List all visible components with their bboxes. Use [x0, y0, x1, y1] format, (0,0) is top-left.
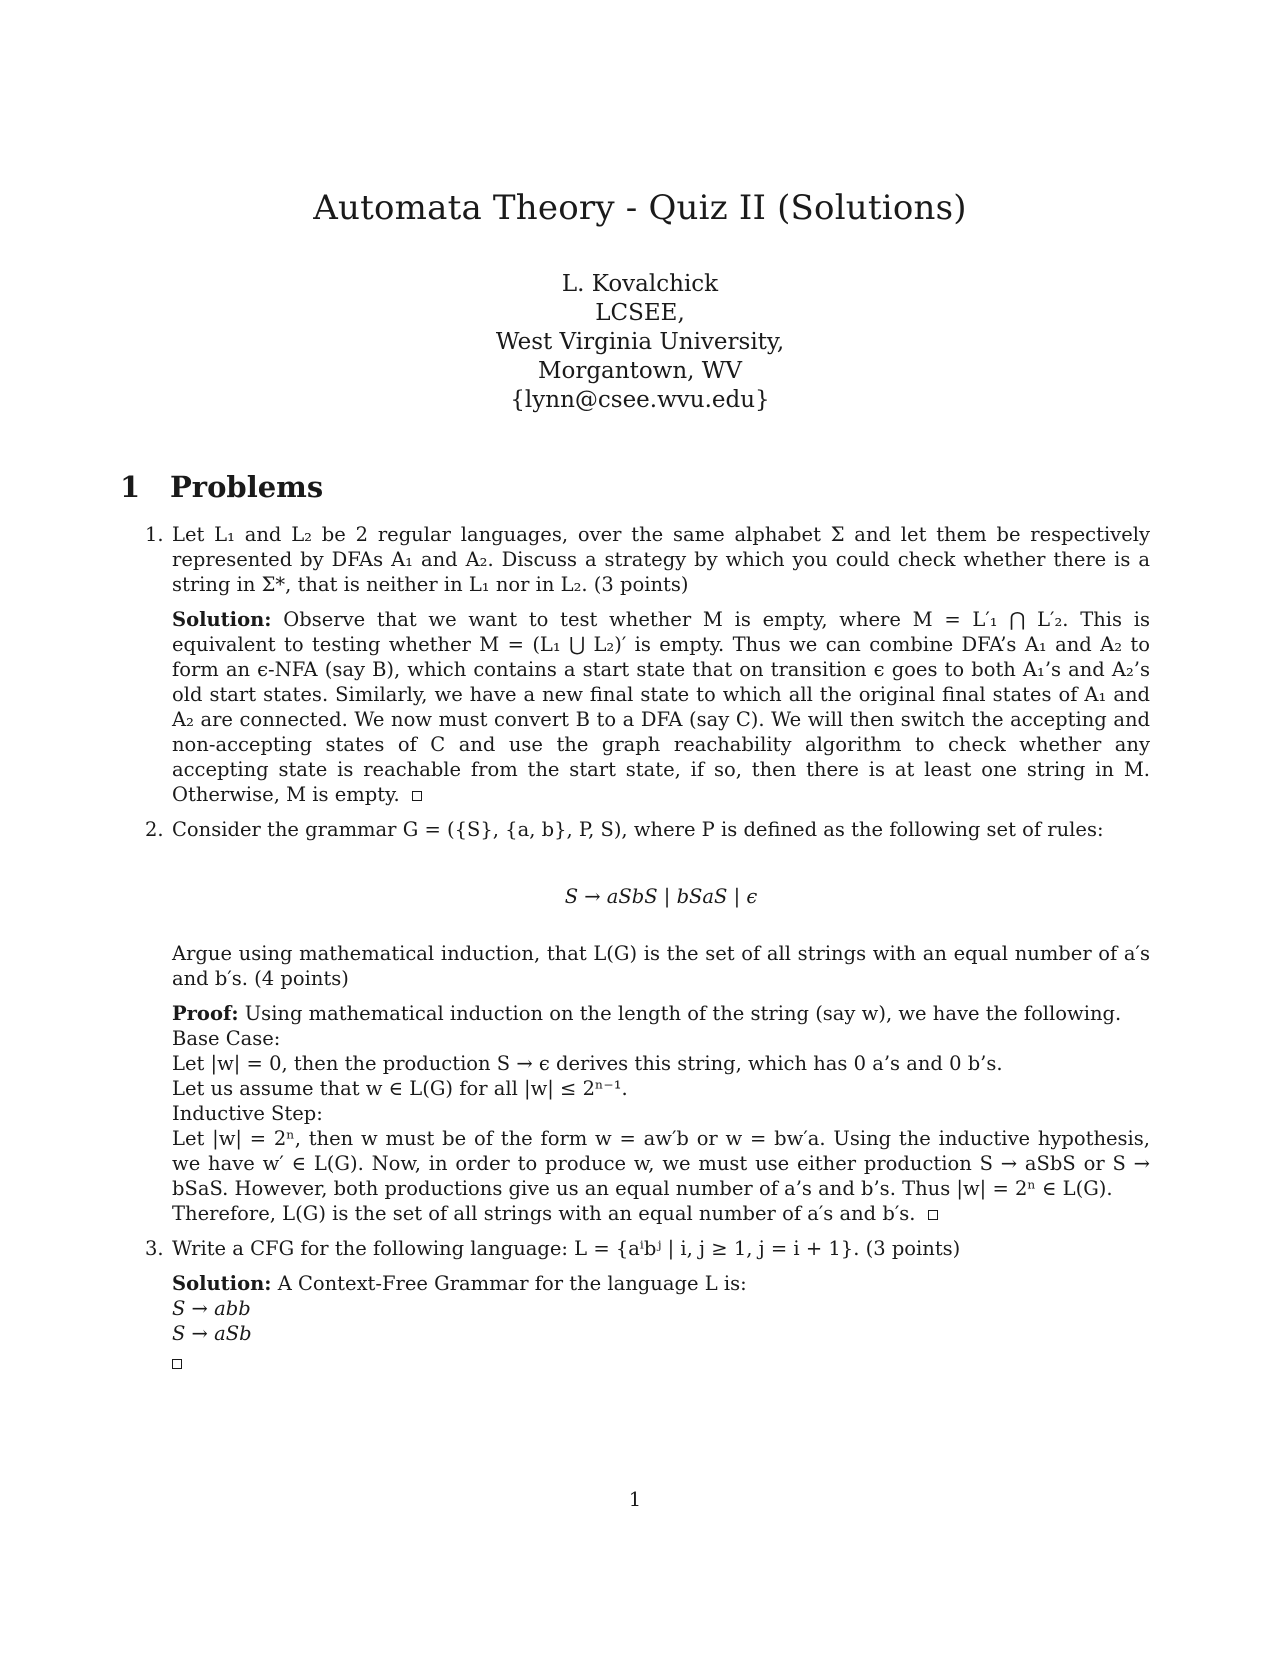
inductive-step-text: Let |w| = 2ⁿ, then w must be of the form w = aw′b or w = bw′a. Using the inductive hypothesis, we have w′ ∈ L(G). Now, in order to produce w, we must use either production S → aSbS or S → bSaS. However, both productions give us an equal number of a’s and b’s. Thus |w| = 2ⁿ ∈ L(G).	[172, 1127, 1150, 1200]
problem-question: Consider the grammar G = ({S}, {a, b}, P, S), where P is defined as the following set of rules:	[172, 818, 1104, 841]
problem-marker: 2.	[145, 818, 164, 841]
grammar-rule: S → aSbS | bSaS | ϵ	[564, 885, 758, 908]
author-city: Morgantown, WV	[537, 358, 743, 384]
paper-title: Automata Theory - Quiz II (Solutions)	[313, 188, 967, 228]
inductive-hypothesis: Let us assume that w ∈ L(G) for all |w| ≤ 2ⁿ⁻¹.	[172, 1077, 628, 1100]
author-block	[0, 270, 1280, 415]
problem-solution	[172, 607, 1150, 807]
section-title: Problems	[170, 470, 324, 504]
solution-text: A Context-Free Grammar for the language L is:	[277, 1272, 747, 1295]
section-heading	[120, 470, 323, 504]
problem-question: Write a CFG for the following language: L = {aⁱbʲ | i, j ≥ 1, j = i + 1}. (3 points)	[172, 1237, 961, 1260]
proof-label: Proof:	[172, 1002, 239, 1025]
base-case-heading: Base Case:	[172, 1027, 281, 1050]
solution-text: Observe that we want to test whether M is empty, where M = L′₁ ⋂ L′₂. This is equivalent to testing whether M = (L₁ ⋃ L₂)′ is empty. Thus we can combine DFA’s A₁ and A₂ to form an ϵ-NFA (say B), which contains a start state that on transition ϵ goes to both A₁’s and A₂’s old start states. Similarly, we have a new final state to which all the original final states of A₁ and A₂ are connected. We now must convert B to a DFA (say C). We will then switch the accepting and non-accepting states of C and use the graph reachability algorithm to check whether any accepting state is reachable from the start state, if so, then there is at least one string in M. Otherwise, M is empty.	[172, 608, 1150, 806]
author-university: West Virginia University,	[495, 329, 785, 355]
solution-label: Solution:	[172, 1272, 272, 1295]
author-email: {lynn@csee.wvu.edu}	[510, 387, 770, 413]
problems-list	[145, 522, 1150, 1385]
author-name: L. Kovalchick	[561, 271, 719, 297]
section-number: 1	[120, 470, 141, 504]
problem-question: Let L₁ and L₂ be 2 regular languages, over the same alphabet Σ and let them be respectively represented by DFAs A₁ and A₂. Discuss a strategy by which you could check whether there is a string in Σ*, that is neither in L₁ nor in L₂. (3 points)	[172, 523, 1150, 596]
cfg-rule: S → aSb	[172, 1322, 252, 1345]
problem-3	[145, 1236, 1150, 1375]
qed-box-icon	[928, 1210, 938, 1220]
problem-2	[145, 817, 1150, 1226]
problem-question-continued: Argue using mathematical induction, that L(G) is the set of all strings with an equal number of a′s and b′s. (4 points)	[172, 942, 1150, 990]
qed-box-icon	[172, 1359, 182, 1369]
problem-marker: 3.	[145, 1237, 164, 1260]
base-case-text: Let |w| = 0, then the production S → ϵ derives this string, which has 0 a’s and 0 b’s.	[172, 1052, 1003, 1075]
proof-conclusion: Therefore, L(G) is the set of all strings with an equal number of a′s and b′s.	[172, 1202, 916, 1225]
solution-label: Solution:	[172, 608, 272, 631]
proof-intro: Using mathematical induction on the length of the string (say w), we have the following.	[244, 1002, 1122, 1025]
author-department: LCSEE,	[595, 300, 685, 326]
problem-proof	[172, 1001, 1150, 1226]
problem-marker: 1.	[145, 523, 164, 546]
qed-box-icon	[412, 791, 422, 801]
problem-1	[145, 522, 1150, 807]
problem-solution	[172, 1271, 1150, 1375]
page-number: 1	[628, 1488, 642, 1511]
inductive-step-heading: Inductive Step:	[172, 1102, 323, 1125]
cfg-rule: S → abb	[172, 1297, 251, 1320]
